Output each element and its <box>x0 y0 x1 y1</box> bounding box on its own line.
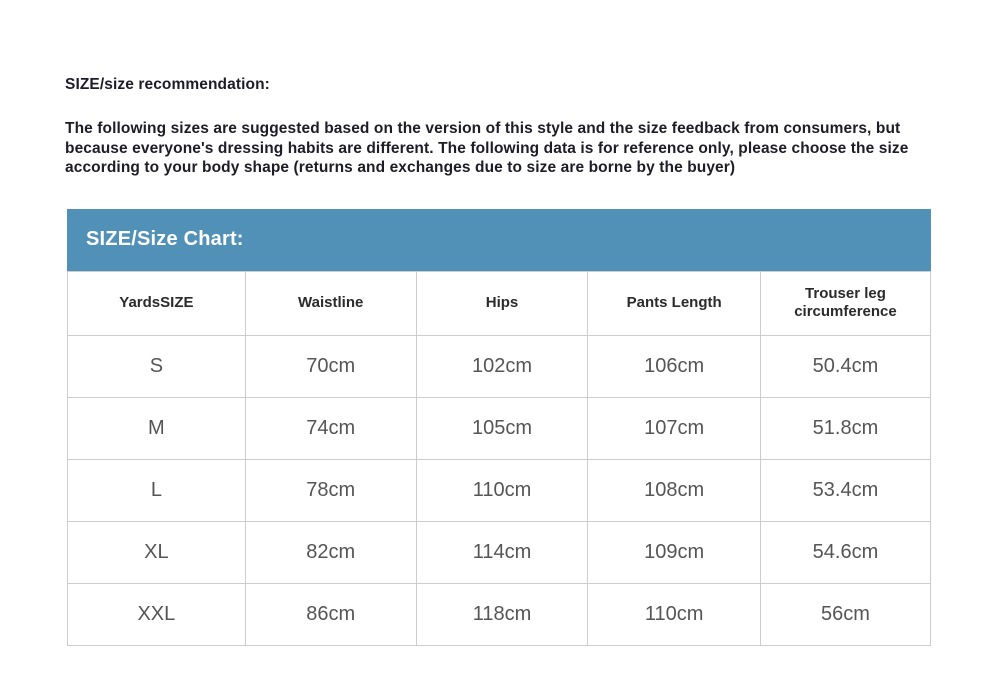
cell-waistline: 78cm <box>245 459 416 521</box>
column-header-size: YardsSIZE <box>68 271 246 335</box>
cell-trouser-leg: 56cm <box>760 583 930 645</box>
cell-waistline: 74cm <box>245 397 416 459</box>
cell-hips: 105cm <box>416 397 588 459</box>
cell-size: L <box>68 459 246 521</box>
column-header-trouser-leg: Trouser leg circumference <box>760 271 930 335</box>
size-chart-banner-title: SIZE/Size Chart: <box>86 228 244 250</box>
cell-size: XXL <box>68 583 246 645</box>
column-header-hips: Hips <box>416 271 588 335</box>
cell-waistline: 82cm <box>245 521 416 583</box>
page-title: SIZE/size recommendation: <box>65 76 270 93</box>
table-row <box>68 521 931 583</box>
cell-hips: 110cm <box>416 459 588 521</box>
table-row <box>68 459 931 521</box>
cell-hips: 114cm <box>416 521 588 583</box>
cell-trouser-leg: 50.4cm <box>760 335 930 397</box>
cell-hips: 118cm <box>416 583 588 645</box>
cell-pants-length: 107cm <box>588 397 761 459</box>
cell-waistline: 70cm <box>245 335 416 397</box>
cell-pants-length: 106cm <box>588 335 761 397</box>
size-recommendation-text: The following sizes are suggested based on the version of this style and the size feedback from consumers, but because everyone's dressing habits are different. The following data is for reference only, please choose the size according to your body shape (returns and exchanges due to size are borne by the buyer) <box>65 120 909 176</box>
cell-trouser-leg: 53.4cm <box>760 459 930 521</box>
cell-waistline: 86cm <box>245 583 416 645</box>
cell-pants-length: 108cm <box>588 459 761 521</box>
cell-size: S <box>68 335 246 397</box>
column-header-waistline: Waistline <box>245 271 416 335</box>
cell-trouser-leg: 51.8cm <box>760 397 930 459</box>
size-chart-section <box>67 209 931 646</box>
size-chart-banner <box>67 209 931 271</box>
cell-pants-length: 110cm <box>588 583 761 645</box>
column-header-pants-length: Pants Length <box>588 271 761 335</box>
table-row <box>68 583 931 645</box>
cell-hips: 102cm <box>416 335 588 397</box>
cell-trouser-leg: 54.6cm <box>760 521 930 583</box>
size-table <box>67 271 931 646</box>
size-table-header-row <box>68 271 931 335</box>
cell-size: M <box>68 397 246 459</box>
cell-pants-length: 109cm <box>588 521 761 583</box>
table-row <box>68 397 931 459</box>
cell-size: XL <box>68 521 246 583</box>
table-row <box>68 335 931 397</box>
